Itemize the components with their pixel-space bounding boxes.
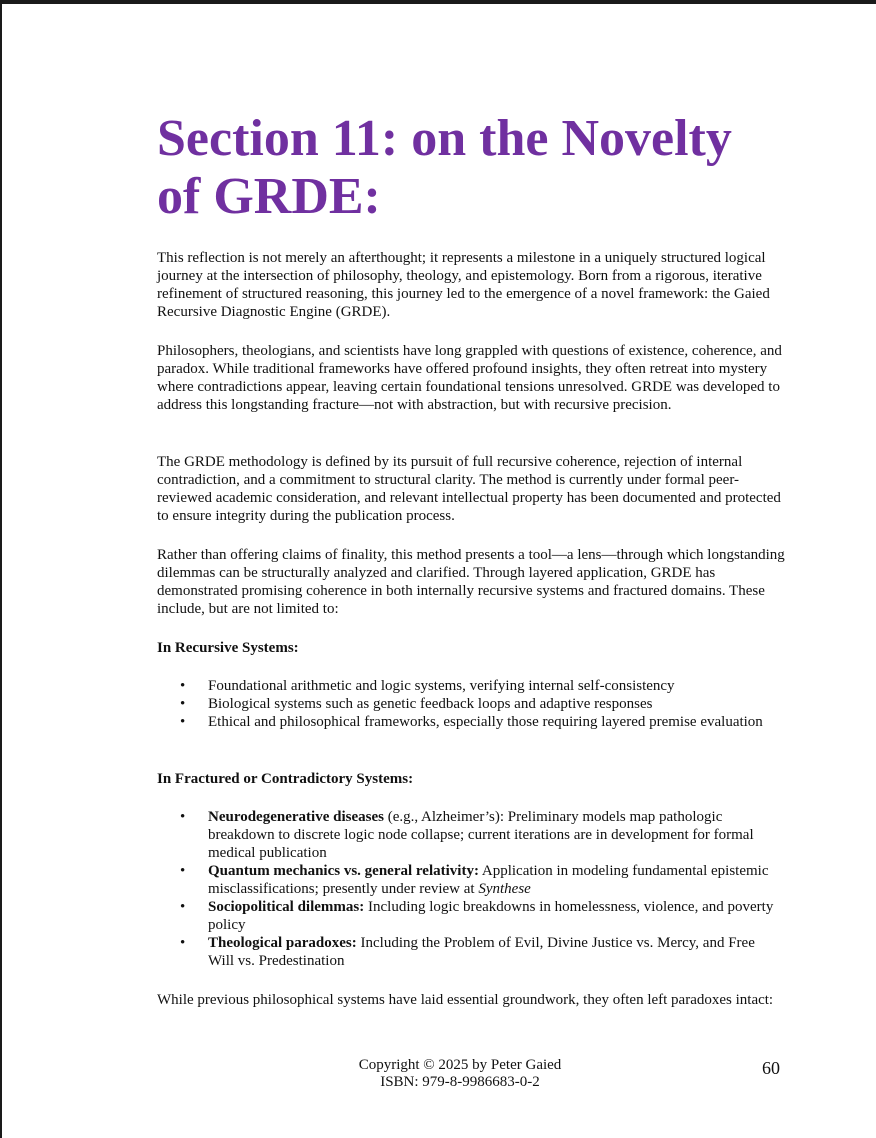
paragraph-background: Philosophers, theologians, and scientists have long grappled with questions of existence, coherence, and paradox. While traditional frameworks have offered profound insights, they often retreat into mystery where contradictions appear, leaving certain foundational tensions unresolved. GRDE was developed to address this longstanding fracture—not with abstraction, but with recursive precision. bbox=[157, 343, 782, 413]
copyright-text: Copyright © 2025 by Peter Gaied bbox=[358, 1057, 562, 1073]
list-item bbox=[157, 713, 777, 731]
list-item-term: Theological paradoxes: bbox=[208, 935, 357, 951]
list-item-text: Including the Problem of Evil, Divine Justice vs. Mercy, and Free Will vs. Predestination bbox=[208, 935, 755, 969]
paragraph-application: Rather than offering claims of finality, this method presents a tool—a lens—through which longstanding dilemmas can be structurally analyzed and clarified. Through layered application, GRDE has demonstrated promising coherence in both internally recursive systems and fractured domains. These include, but are not limited to: bbox=[157, 547, 785, 617]
list-item bbox=[157, 808, 777, 862]
journal-name: Synthese bbox=[478, 881, 531, 897]
isbn-text: ISBN: 979-8-9986683-0-2 bbox=[380, 1074, 540, 1090]
list-item-text: Including logic breakdowns in homelessness, violence, and poverty policy bbox=[208, 899, 774, 933]
top-border bbox=[0, 0, 876, 4]
section-title-line1: Section 11: on the Novelty bbox=[157, 110, 732, 167]
list-item-term: Sociopolitical dilemmas: bbox=[208, 899, 365, 915]
left-border bbox=[0, 0, 2, 1138]
list-item bbox=[157, 898, 777, 934]
list-item bbox=[157, 677, 777, 695]
list-item bbox=[157, 862, 777, 898]
list-item-text: Application in modeling fundamental epistemic misclassifications; presently under review at bbox=[208, 863, 769, 897]
list-item-text: (e.g., Alzheimer’s): Preliminary models map pathologic breakdown to discrete logic node collapse; current iterations are in development for formal medical publication bbox=[208, 809, 754, 861]
paragraph-methodology: The GRDE methodology is defined by its pursuit of full recursive coherence, rejection of internal contradiction, and a commitment to structural clarity. The method is currently under formal peer-reviewed academic consideration, and relevant intellectual property has been documented and protected to ensure integrity during the publication process. bbox=[157, 454, 781, 524]
list-item-term: Neurodegenerative diseases bbox=[208, 809, 384, 825]
list-item-text: Ethical and philosophical frameworks, especially those requiring layered premise evaluation bbox=[208, 714, 763, 730]
recursive-systems-heading: In Recursive Systems: bbox=[157, 640, 299, 656]
paragraph-intro: This reflection is not merely an afterthought; it represents a milestone in a uniquely structured logical journey at the intersection of philosophy, theology, and epistemology. Born from a rigorous, iterative refinement of structured reasoning, this journey led to the emergence of a novel framework: the Gaied Recursive Diagnostic Engine (GRDE). bbox=[157, 250, 770, 320]
fractured-systems-list bbox=[157, 808, 777, 970]
list-item bbox=[157, 695, 777, 713]
list-item-term: Quantum mechanics vs. general relativity: bbox=[208, 863, 479, 879]
list-item bbox=[157, 934, 777, 970]
page-number: 60 bbox=[762, 1058, 780, 1078]
fractured-systems-heading: In Fractured or Contradictory Systems: bbox=[157, 771, 414, 787]
section-title-line2: of GRDE: bbox=[157, 168, 381, 225]
footer-copyright bbox=[300, 1057, 620, 1091]
recursive-systems-list bbox=[157, 677, 777, 731]
list-item-text: Foundational arithmetic and logic systems, verifying internal self-consistency bbox=[208, 678, 675, 694]
section-title bbox=[157, 110, 797, 226]
paragraph-closing: While previous philosophical systems have laid essential groundwork, they often left paradoxes intact: bbox=[157, 992, 774, 1008]
list-item-text: Biological systems such as genetic feedback loops and adaptive responses bbox=[208, 696, 653, 712]
